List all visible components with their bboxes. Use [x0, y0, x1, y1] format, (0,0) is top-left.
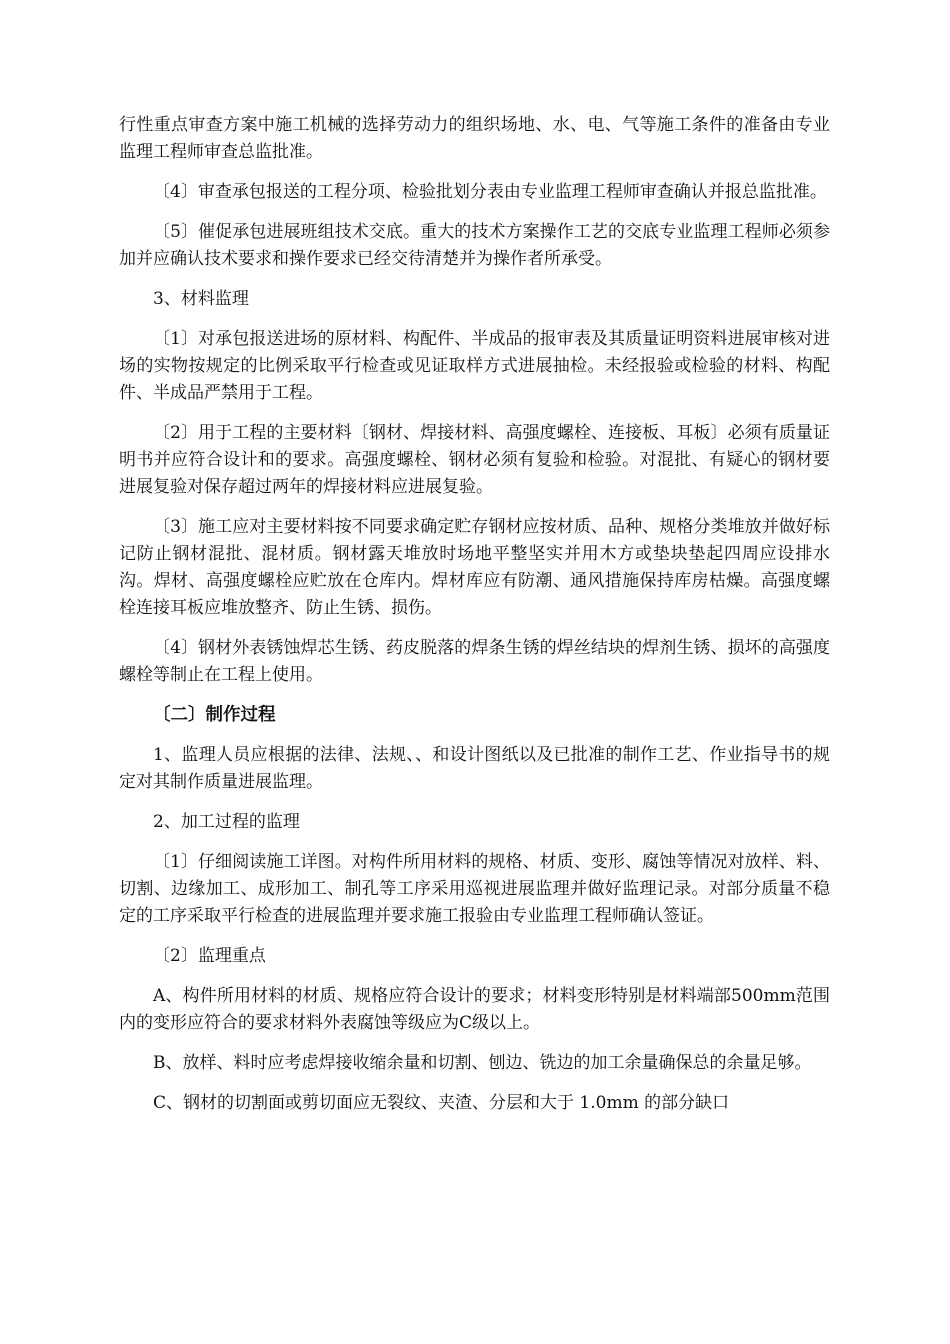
- paragraph-material-item-4: 〔4〕钢材外表锈蚀焊芯生锈、药皮脱落的焊条生锈的焊丝结块的焊剂生锈、损坏的高强度螺栓等制止在工程上使用。: [119, 638, 830, 685]
- paragraph-key-point-a: A、构件所用材料的材质、规格应符合设计的要求；材料变形特别是材料端部500mm范围内的变形应符合的要求材料外表腐蚀等级应为C级以上。: [119, 986, 830, 1033]
- section-3-material-supervision: 3、材料监理: [153, 289, 249, 309]
- heading-manufacturing-process: 〔二〕制作过程: [153, 705, 276, 725]
- paragraph-material-item-1: 〔1〕对承包报送进场的原材料、构配件、半成品的报审表及其质量证明资料进展审核对进场的实物按规定的比例采取平行检查或见证取样方式进展抽检。未经报验或检验的材料、构配件、半成品严禁用于工程。: [119, 329, 830, 403]
- paragraph-material-item-2: 〔2〕用于工程的主要材料〔钢材、焊接材料、高强度螺栓、连接板、耳板〕必须有质量证明书并应符合设计和的要求。高强度螺栓、钢材必须有复验和检验。对混批、有疑心的钢材要进展复验对保存超过两年的焊接材料应进展复验。: [119, 423, 830, 497]
- paragraph-processing-item-1: 〔1〕仔细阅读施工详图。对构件所用材料的规格、材质、变形、腐蚀等情况对放样、料、切割、边缘加工、成形加工、制孔等工序采用巡视进展监理并做好监理记录。对部分质量不稳定的工序采取平行检查的进展监理并要求施工报验由专业监理工程师确认签证。: [119, 852, 830, 926]
- paragraph-key-point-b: B、放样、料时应考虑焊接收缩余量和切割、刨边、铣边的加工余量确保总的余量足够。: [153, 1053, 812, 1073]
- paragraph-material-item-3: 〔3〕施工应对主要材料按不同要求确定贮存钢材应按材质、品种、规格分类堆放并做好标记防止钢材混批、混材质。钢材露天堆放时场地平整坚实并用木方或垫块垫起四周应设排水沟。焊材、高强度螺栓应贮放在仓库内。焊材库应有防潮、通风措施保持库房枯燥。高强度螺栓连接耳板应堆放整齐、防止生锈、损伤。: [119, 517, 830, 618]
- paragraph-processing-item-2: 〔2〕监理重点: [153, 946, 266, 966]
- paragraph-construction-review: 行性重点审查方案中施工机械的选择劳动力的组织场地、水、电、气等施工条件的准备由专业监理工程师审查总监批准。: [119, 115, 830, 162]
- paragraph-key-point-c: C、钢材的切割面或剪切面应无裂纹、夹渣、分层和大于 1.0mm 的部分缺口: [153, 1093, 730, 1113]
- paragraph-process-item-1: 1、监理人员应根据的法律、法规、、和设计图纸以及已批准的制作工艺、作业指导书的规定对其制作质量进展监理。: [119, 745, 830, 792]
- section-2-processing-supervision: 2、加工过程的监理: [153, 812, 300, 832]
- paragraph-item-4-subdivision-review: 〔4〕审查承包报送的工程分项、检验批划分表由专业监理工程师审查确认并报总监批准。: [153, 182, 827, 202]
- paragraph-item-5-technical-briefing: 〔5〕催促承包进展班组技术交底。重大的技术方案操作工艺的交底专业监理工程师必须参加并应确认技术要求和操作要求已经交待清楚并为操作者所承受。: [119, 222, 830, 269]
